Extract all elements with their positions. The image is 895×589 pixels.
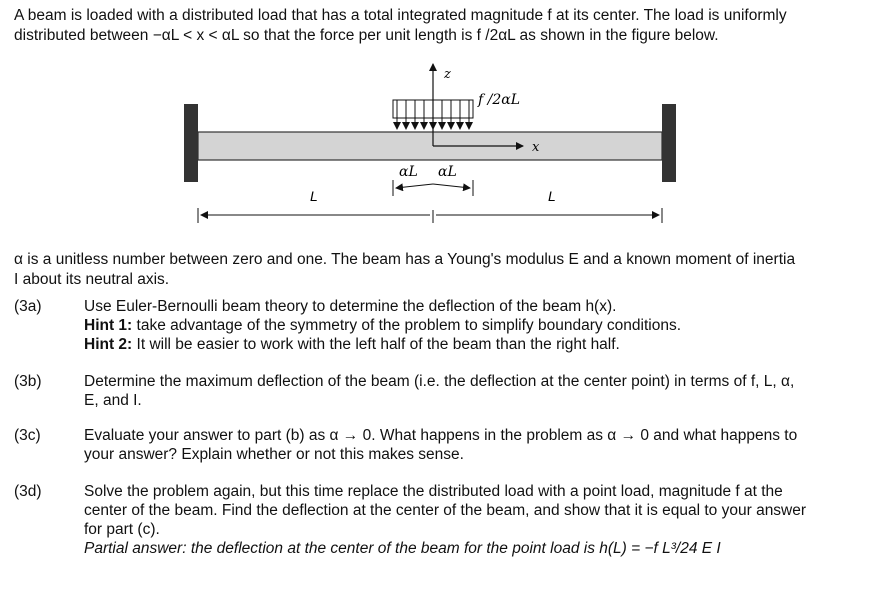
beam-diagram: [180, 58, 680, 228]
part-3b-line-2: E, and I.: [84, 392, 142, 409]
right-wall: [662, 104, 676, 182]
beam-properties-text: [14, 250, 874, 290]
part-3b-line-1: Determine the maximum deflection of the beam (i.e. the deflection at the center point) in terms of f, L, α,: [84, 373, 795, 390]
hint-1-text: take advantage of the symmetry of the problem to simplify boundary conditions.: [132, 317, 682, 334]
alpha-l-left-label: αL: [399, 164, 418, 180]
x-axis-label: x: [532, 140, 540, 155]
part-3a-hint-2: [84, 335, 864, 354]
part-3c-number: (3c): [14, 427, 41, 444]
l-right-label: L: [548, 188, 556, 204]
hint-2-text: It will be easier to work with the left half of the beam than the right half.: [132, 336, 620, 353]
part-3b-body: [84, 372, 864, 410]
part-3d-partial-answer: Partial answer: the deflection at the center of the beam for the point load is h(L) = −f L³/24 E I: [84, 540, 721, 557]
l-left-label: L: [310, 188, 318, 204]
part-3a-body: [84, 297, 864, 354]
load-label: f /2αL: [478, 92, 521, 108]
part-3a-hint-1: [84, 316, 864, 335]
hint-1-label: Hint 1:: [84, 317, 133, 334]
alpha-l-dimension: [393, 180, 473, 196]
intro-line-2: distributed between −αL < x < αL so that the force per unit length is f /2αL as shown in the figure below.: [14, 27, 719, 44]
left-wall: [184, 104, 198, 182]
part-3d-line-1: Solve the problem again, but this time replace the distributed load with a point load, magnitude f at the: [84, 483, 783, 500]
part-3d-line-3: for part (c).: [84, 521, 160, 538]
z-axis-label: z: [444, 67, 451, 82]
after-line-1: α is a unitless number between zero and one. The beam has a Young's modulus E and a known moment of inertia: [14, 251, 796, 268]
beam: [198, 132, 662, 160]
part-3d-body: [84, 482, 864, 558]
part-3a-text: Use Euler-Bernoulli beam theory to determine the deflection of the beam h(x).: [84, 298, 617, 315]
intro-line-1: A beam is loaded with a distributed load that has a total integrated magnitude f at its center. The load is uniformly: [14, 7, 787, 24]
part-3d-line-2: center of the beam. Find the deflection at the center of the beam, and show that it is equal to your answer: [84, 502, 807, 519]
after-line-2: I about its neutral axis.: [14, 271, 170, 288]
l-dimension: [198, 208, 662, 223]
part-3c-line-2: your answer? Explain whether or not this makes sense.: [84, 446, 464, 463]
hint-2-label: Hint 2:: [84, 336, 133, 353]
problem-intro: [14, 6, 874, 46]
part-3d-number: (3d): [14, 483, 42, 500]
alpha-l-right-label: αL: [438, 164, 457, 180]
part-3b-number: (3b): [14, 373, 42, 390]
part-3a-number: (3a): [14, 298, 42, 315]
part-3c-line-1: Evaluate your answer to part (b) as α → 0. What happens in the problem as α → 0 and what happens to: [84, 427, 798, 444]
part-3c-body: [84, 426, 864, 464]
